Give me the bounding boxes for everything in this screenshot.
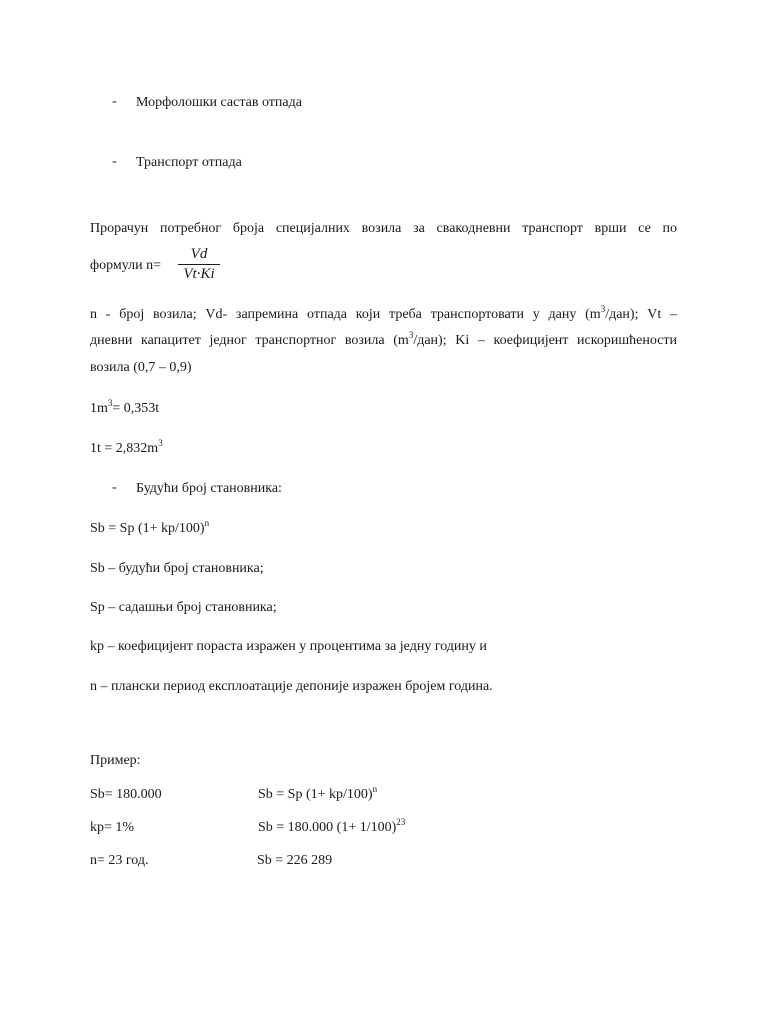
vehicle-count-fraction (178, 246, 220, 283)
example-formula-substituted: Sb = 180.000 $(1+ 1/100)^{23}$ (258, 817, 406, 835)
conversion-t-to-m3: $1t = 2,832m^3$ (90, 438, 163, 456)
fraction-numerator: Vd (190, 246, 208, 262)
bullet-dash: - (112, 94, 117, 109)
definitions-line-1: n - број возила; Vd- запремина отпада који треба транспортовати у дану $(m^3/дан)$; Vt – (90, 304, 678, 322)
fraction-denominator: Vt·Ki (183, 266, 215, 282)
definition-n: n – плански период експлоатације депоније изражен бројем година. (90, 679, 493, 694)
conversion-m3-to-t: $1m^3= 0,353t$ (90, 398, 160, 416)
bullet-future-population: Будући број становника: (136, 481, 282, 496)
example-sb-value: Sb= 180.000 (90, 787, 162, 802)
example-formula-general: Sb = Sp $(1+ kp/100)^n$ (258, 784, 378, 802)
fraction-bar (178, 264, 220, 265)
bullet-dash: - (112, 154, 117, 169)
definition-sb: Sb – будући број становника; (90, 561, 264, 576)
example-result: Sb = 226 289 (257, 853, 333, 868)
paragraph-calculation-intro: Прорачун потребног броја специјалних возила за свакодневни транспорт врши се по (90, 221, 677, 236)
population-formula: Sb = Sp $(1+ kp/100)^n$ (90, 518, 210, 536)
bullet-waste-transport: Транспорт отпада (136, 155, 242, 170)
definitions-line-3: возила (0,7 – 0,9) (90, 360, 192, 375)
definition-kp: kp – коефицијент пораста изражен у процентима за једну годину и (90, 639, 487, 654)
definitions-line-2: дневни капацитет једног транспортног возила $(m^3/дан)$; Ki – коефицијент искоришћености (90, 330, 677, 348)
example-heading: Пример: (90, 753, 141, 768)
example-kp-value: kp= 1% (90, 820, 135, 835)
example-n-value: n= 23 год. (90, 853, 149, 868)
bullet-morphological-composition: Морфолошки састав отпада (136, 95, 302, 110)
bullet-dash: - (112, 480, 117, 495)
definition-sp: Sp – садашњи број становника; (90, 600, 277, 615)
formula-prefix: формули n= (90, 258, 161, 273)
